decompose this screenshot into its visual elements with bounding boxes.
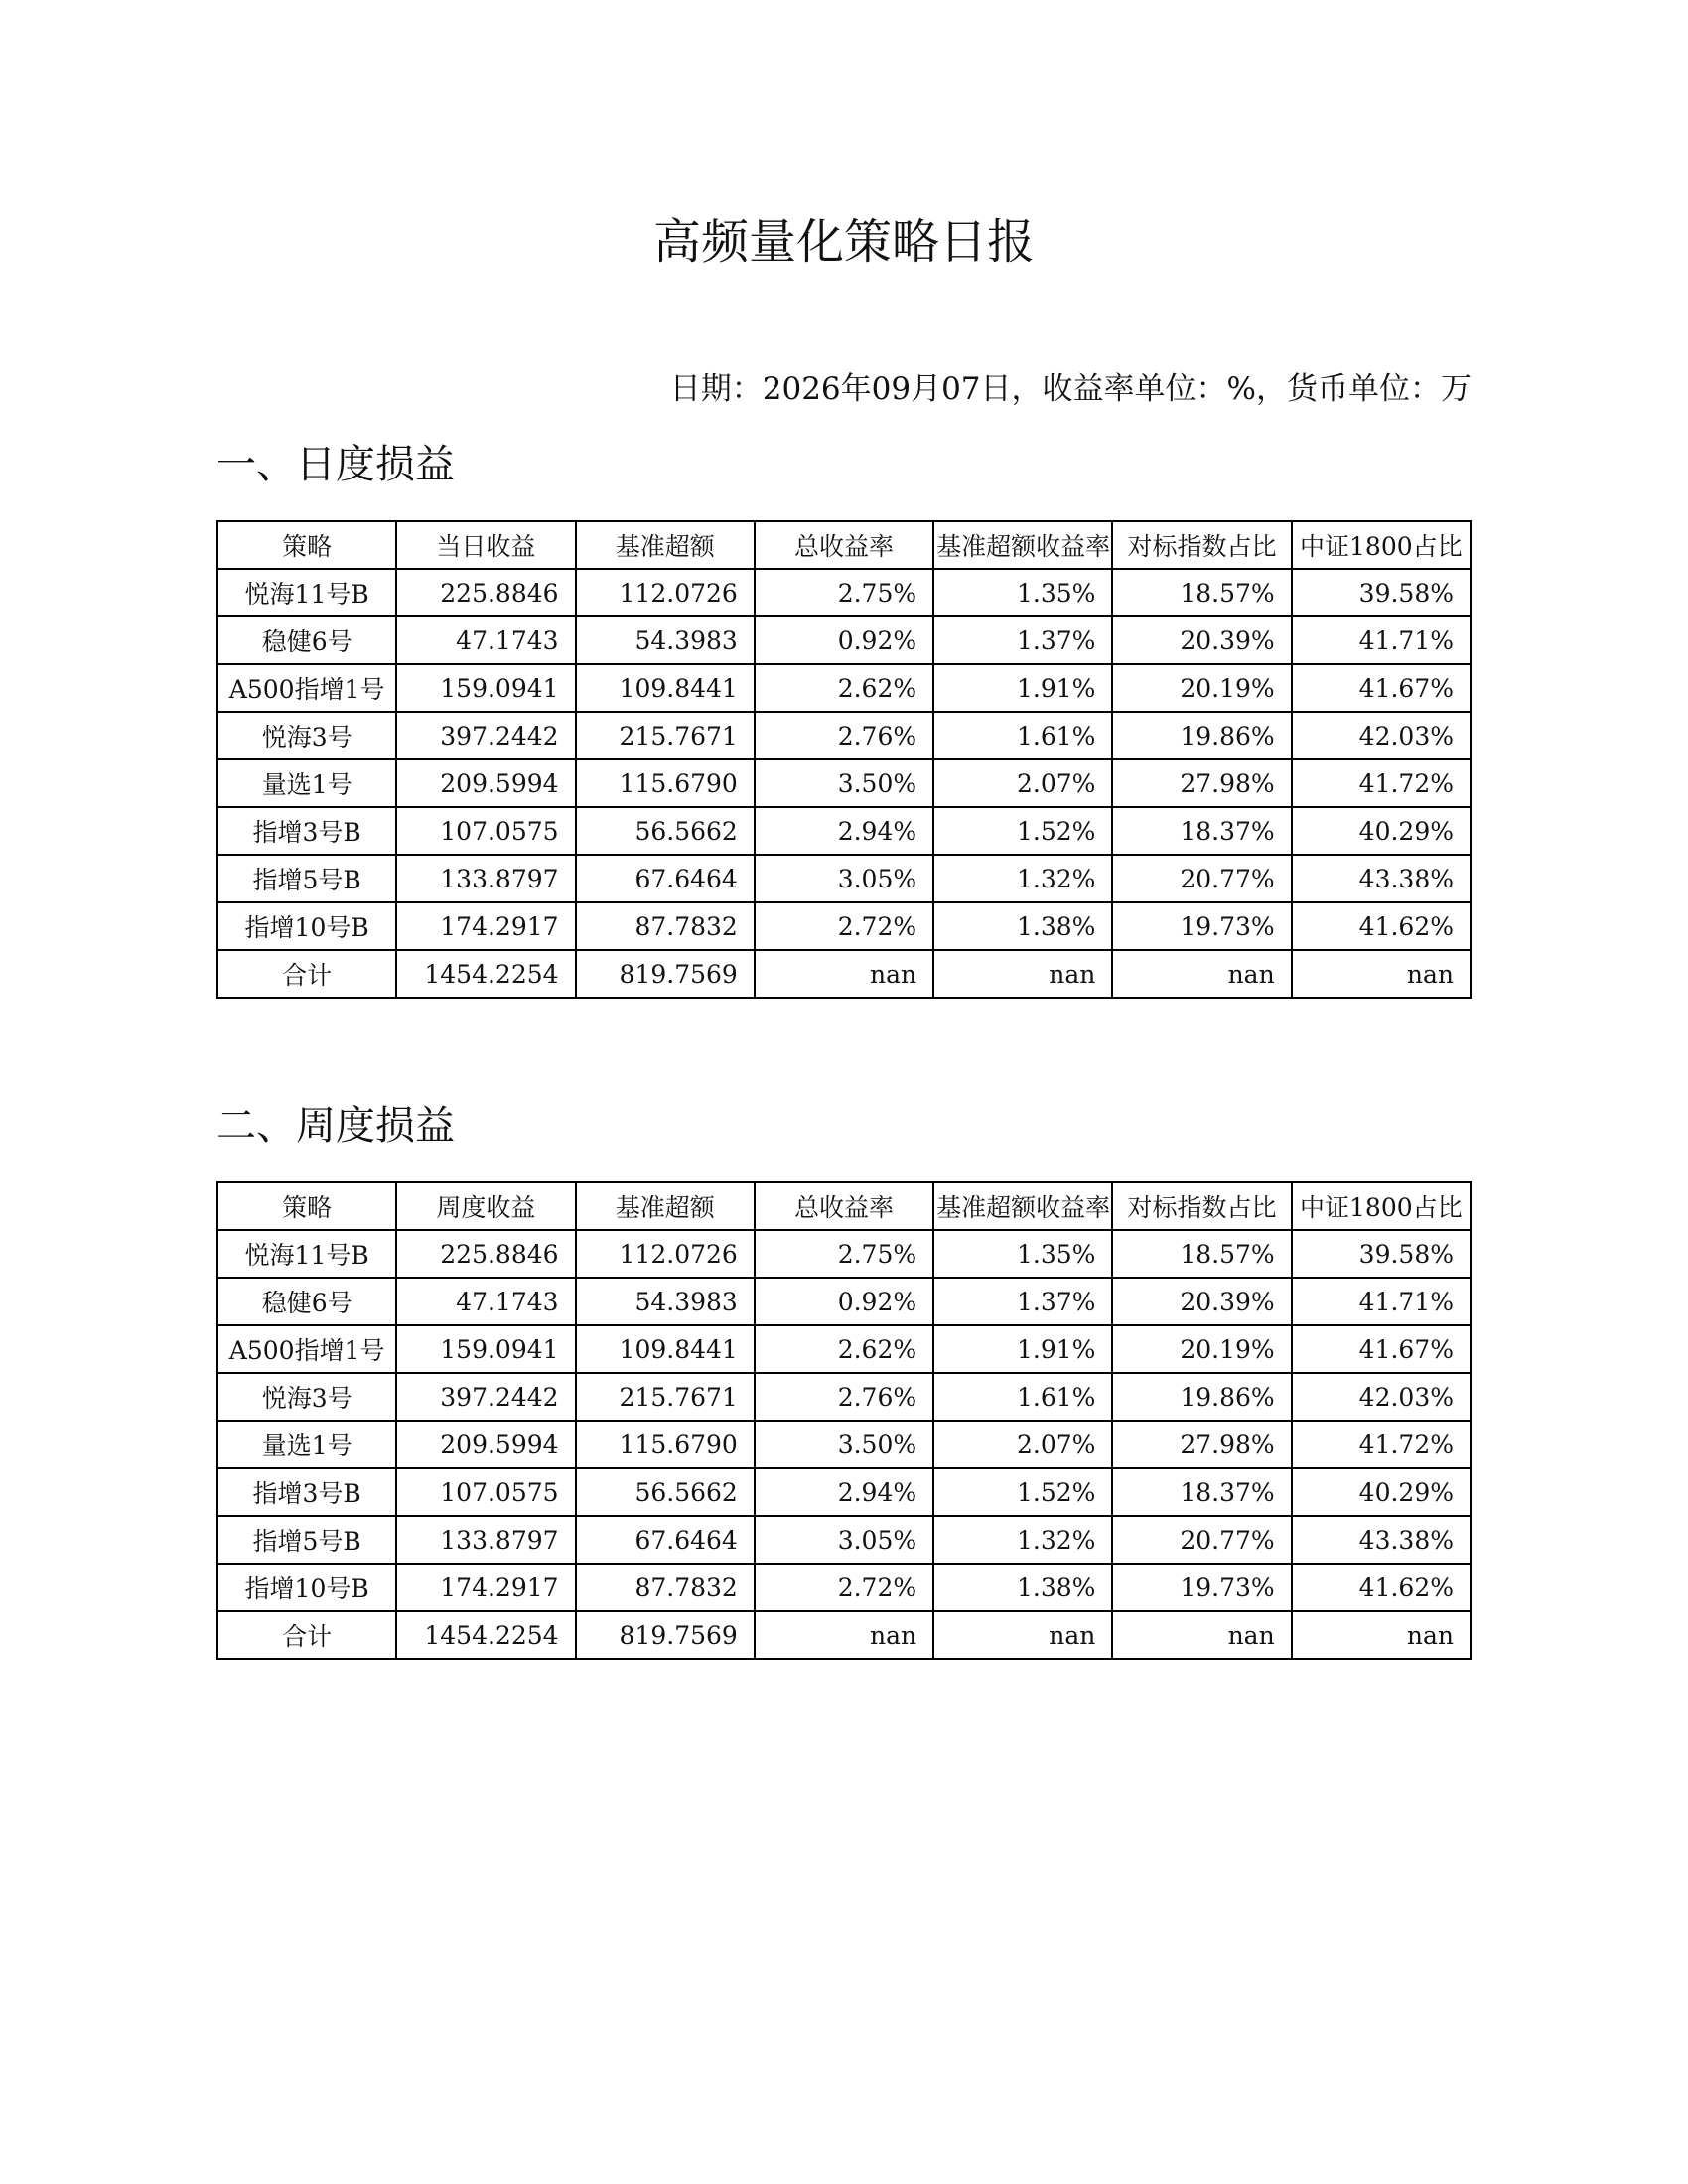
table-cell: 1.91%: [933, 1325, 1112, 1373]
table-row: [217, 902, 1471, 950]
table-cell: 1.37%: [933, 616, 1112, 664]
table-cell: 109.8441: [576, 664, 755, 712]
table-cell: 1.38%: [933, 902, 1112, 950]
table-cell: nan: [933, 1611, 1112, 1659]
table-cell: 819.7569: [576, 950, 755, 998]
table-cell: 112.0726: [576, 1230, 755, 1278]
table-row: [217, 1325, 1471, 1373]
table-cell: 1.37%: [933, 1278, 1112, 1325]
column-header: 策略: [217, 521, 396, 569]
total-row: [217, 1611, 1471, 1659]
table-row: [217, 807, 1471, 855]
column-header: 对标指数占比: [1112, 1182, 1291, 1230]
column-header: 基准超额: [576, 521, 755, 569]
table-cell: 41.72%: [1292, 759, 1471, 807]
strategy-name-cell: 指增5号B: [217, 855, 396, 902]
table-cell: 174.2917: [396, 1564, 575, 1611]
table-cell: 67.6464: [576, 1516, 755, 1564]
table-row: [217, 664, 1471, 712]
table-cell: 107.0575: [396, 1468, 575, 1516]
column-header: 中证1800占比: [1292, 1182, 1471, 1230]
table-cell: 0.92%: [755, 1278, 933, 1325]
table-cell: 3.05%: [755, 855, 933, 902]
table-cell: 41.71%: [1292, 616, 1471, 664]
table-cell: 47.1743: [396, 1278, 575, 1325]
column-header: 基准超额: [576, 1182, 755, 1230]
table-cell: 1.91%: [933, 664, 1112, 712]
table-cell: 56.5662: [576, 807, 755, 855]
table-cell: 27.98%: [1112, 1421, 1291, 1468]
table-cell: 19.73%: [1112, 1564, 1291, 1611]
table-cell: 2.75%: [755, 569, 933, 616]
table-cell: 209.5994: [396, 759, 575, 807]
table-cell: 2.62%: [755, 664, 933, 712]
column-header: 总收益率: [755, 521, 933, 569]
table-cell: 215.7671: [576, 712, 755, 759]
column-header: 策略: [217, 1182, 396, 1230]
strategy-name-cell: A500指增1号: [217, 664, 396, 712]
table-cell: 27.98%: [1112, 759, 1291, 807]
table-cell: 56.5662: [576, 1468, 755, 1516]
table-cell: 2.72%: [755, 902, 933, 950]
table-cell: 19.86%: [1112, 712, 1291, 759]
table-row: [217, 569, 1471, 616]
report-meta-line: 日期：2026年09月07日，收益率单位：%，货币单位：万: [669, 371, 1472, 407]
table-header-row: [217, 1182, 1471, 1230]
table-cell: 133.8797: [396, 855, 575, 902]
daily-pnl-table: [216, 520, 1472, 999]
table-cell: 109.8441: [576, 1325, 755, 1373]
table-cell: 1454.2254: [396, 1611, 575, 1659]
table-cell: nan: [1112, 1611, 1291, 1659]
table-cell: 3.50%: [755, 759, 933, 807]
table-cell: 40.29%: [1292, 807, 1471, 855]
table-cell: 2.76%: [755, 712, 933, 759]
table-cell: 1454.2254: [396, 950, 575, 998]
table-cell: 18.57%: [1112, 569, 1291, 616]
strategy-name-cell: 稳健6号: [217, 616, 396, 664]
table-cell: 1.52%: [933, 1468, 1112, 1516]
table-cell: 41.67%: [1292, 664, 1471, 712]
table-cell: 3.50%: [755, 1421, 933, 1468]
table-cell: 115.6790: [576, 759, 755, 807]
table-row: [217, 1421, 1471, 1468]
table-cell: 54.3983: [576, 1278, 755, 1325]
table-row: [217, 1230, 1471, 1278]
strategy-name-cell: 悦海11号B: [217, 569, 396, 616]
table-cell: 1.32%: [933, 1516, 1112, 1564]
table-cell: 42.03%: [1292, 1373, 1471, 1421]
table-cell: 2.72%: [755, 1564, 933, 1611]
table-cell: 2.07%: [933, 759, 1112, 807]
table-row: [217, 1516, 1471, 1564]
weekly-pnl-heading: 二、周度损益: [216, 1103, 455, 1149]
table-cell: 1.61%: [933, 712, 1112, 759]
table-cell: nan: [1112, 950, 1291, 998]
table-cell: 41.72%: [1292, 1421, 1471, 1468]
table-cell: 2.76%: [755, 1373, 933, 1421]
report-title: 高频量化策略日报: [652, 214, 1035, 270]
table-cell: 1.32%: [933, 855, 1112, 902]
table-cell: 42.03%: [1292, 712, 1471, 759]
table-row: [217, 712, 1471, 759]
strategy-name-cell: 悦海11号B: [217, 1230, 396, 1278]
strategy-name-cell: 指增10号B: [217, 1564, 396, 1611]
strategy-name-cell: 合计: [217, 950, 396, 998]
table-cell: 0.92%: [755, 616, 933, 664]
table-cell: 209.5994: [396, 1421, 575, 1468]
table-cell: 1.35%: [933, 569, 1112, 616]
strategy-name-cell: 悦海3号: [217, 712, 396, 759]
table-cell: 1.38%: [933, 1564, 1112, 1611]
strategy-name-cell: A500指增1号: [217, 1325, 396, 1373]
table-cell: 20.77%: [1112, 1516, 1291, 1564]
strategy-name-cell: 指增5号B: [217, 1516, 396, 1564]
strategy-name-cell: 指增3号B: [217, 1468, 396, 1516]
table-cell: nan: [755, 1611, 933, 1659]
table-cell: 47.1743: [396, 616, 575, 664]
table-row: [217, 759, 1471, 807]
table-cell: 819.7569: [576, 1611, 755, 1659]
table-row: [217, 1564, 1471, 1611]
table-row: [217, 1373, 1471, 1421]
table-cell: 20.39%: [1112, 1278, 1291, 1325]
table-cell: 41.67%: [1292, 1325, 1471, 1373]
table-cell: 39.58%: [1292, 1230, 1471, 1278]
table-cell: 107.0575: [396, 807, 575, 855]
table-cell: 20.39%: [1112, 616, 1291, 664]
table-cell: 2.94%: [755, 1468, 933, 1516]
column-header: 总收益率: [755, 1182, 933, 1230]
strategy-name-cell: 合计: [217, 1611, 396, 1659]
table-cell: 54.3983: [576, 616, 755, 664]
column-header: 基准超额收益率: [933, 1182, 1112, 1230]
table-cell: 19.73%: [1112, 902, 1291, 950]
table-cell: 3.05%: [755, 1516, 933, 1564]
table-cell: 2.07%: [933, 1421, 1112, 1468]
table-cell: 40.29%: [1292, 1468, 1471, 1516]
strategy-name-cell: 指增3号B: [217, 807, 396, 855]
table-cell: 39.58%: [1292, 569, 1471, 616]
table-cell: 2.75%: [755, 1230, 933, 1278]
table-row: [217, 1278, 1471, 1325]
table-cell: 20.19%: [1112, 664, 1291, 712]
table-cell: 41.62%: [1292, 1564, 1471, 1611]
weekly-pnl-table: [216, 1181, 1472, 1660]
table-cell: 67.6464: [576, 855, 755, 902]
table-cell: nan: [1292, 1611, 1471, 1659]
strategy-name-cell: 量选1号: [217, 759, 396, 807]
column-header: 基准超额收益率: [933, 521, 1112, 569]
total-row: [217, 950, 1471, 998]
table-cell: 112.0726: [576, 569, 755, 616]
table-cell: 20.19%: [1112, 1325, 1291, 1373]
table-cell: nan: [755, 950, 933, 998]
table-cell: 2.62%: [755, 1325, 933, 1373]
table-cell: 397.2442: [396, 1373, 575, 1421]
table-cell: 159.0941: [396, 664, 575, 712]
table-cell: 2.94%: [755, 807, 933, 855]
table-cell: 215.7671: [576, 1373, 755, 1421]
table-cell: 174.2917: [396, 902, 575, 950]
table-cell: 18.37%: [1112, 1468, 1291, 1516]
table-cell: 1.61%: [933, 1373, 1112, 1421]
table-cell: nan: [1292, 950, 1471, 998]
table-cell: 87.7832: [576, 1564, 755, 1611]
table-cell: 18.57%: [1112, 1230, 1291, 1278]
daily-pnl-heading: 一、日度损益: [216, 442, 455, 487]
column-header: 对标指数占比: [1112, 521, 1291, 569]
table-row: [217, 616, 1471, 664]
table-row: [217, 855, 1471, 902]
table-cell: 87.7832: [576, 902, 755, 950]
column-header: 中证1800占比: [1292, 521, 1471, 569]
table-cell: 43.38%: [1292, 1516, 1471, 1564]
strategy-name-cell: 稳健6号: [217, 1278, 396, 1325]
table-cell: 19.86%: [1112, 1373, 1291, 1421]
table-cell: 225.8846: [396, 1230, 575, 1278]
table-cell: 41.62%: [1292, 902, 1471, 950]
strategy-name-cell: 悦海3号: [217, 1373, 396, 1421]
strategy-name-cell: 指增10号B: [217, 902, 396, 950]
column-header: 周度收益: [396, 1182, 575, 1230]
table-cell: 225.8846: [396, 569, 575, 616]
table-cell: 43.38%: [1292, 855, 1471, 902]
table-cell: nan: [933, 950, 1112, 998]
table-row: [217, 1468, 1471, 1516]
table-cell: 397.2442: [396, 712, 575, 759]
strategy-name-cell: 量选1号: [217, 1421, 396, 1468]
table-cell: 1.35%: [933, 1230, 1112, 1278]
table-cell: 159.0941: [396, 1325, 575, 1373]
table-cell: 115.6790: [576, 1421, 755, 1468]
table-header-row: [217, 521, 1471, 569]
table-cell: 133.8797: [396, 1516, 575, 1564]
table-cell: 20.77%: [1112, 855, 1291, 902]
table-cell: 18.37%: [1112, 807, 1291, 855]
column-header: 当日收益: [396, 521, 575, 569]
table-cell: 41.71%: [1292, 1278, 1471, 1325]
table-cell: 1.52%: [933, 807, 1112, 855]
